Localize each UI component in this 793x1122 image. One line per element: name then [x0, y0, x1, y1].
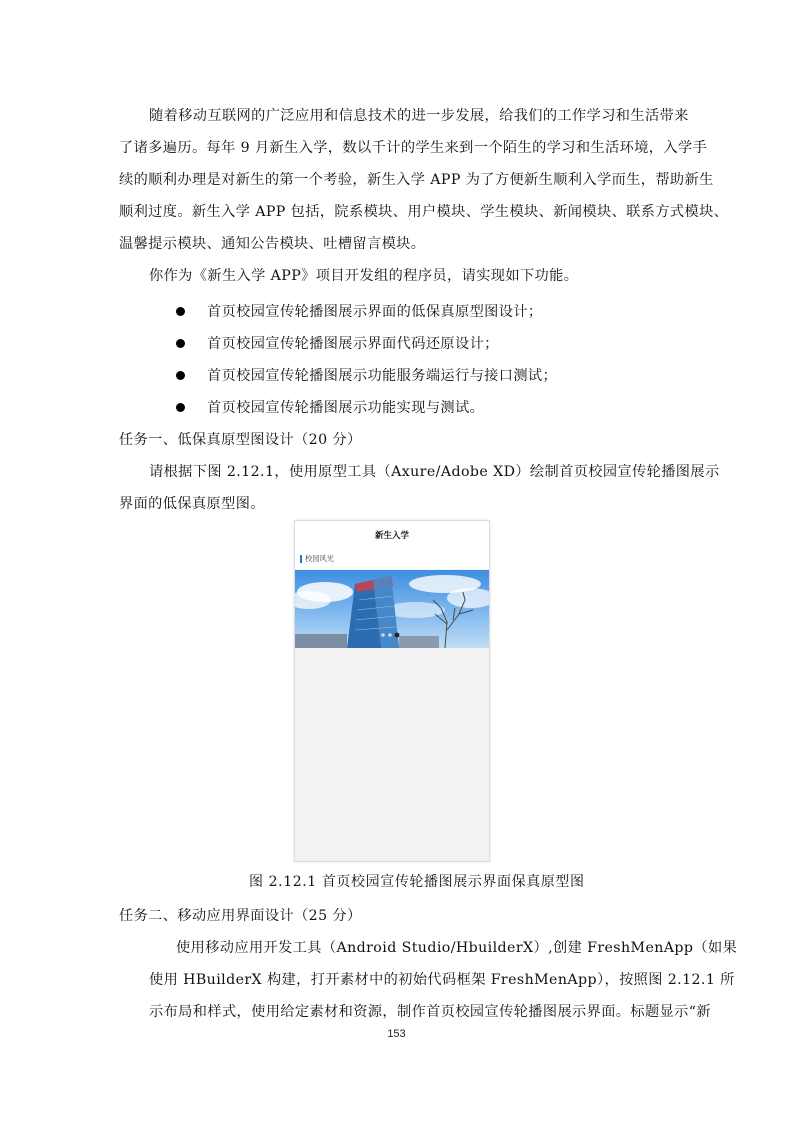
bullet-icon — [176, 307, 185, 316]
intro-line-5: 温馨提示模块、通知公告模块、吐槽留言模块。 — [119, 236, 426, 252]
carousel-dot-icon[interactable] — [388, 633, 392, 637]
section-label: 校园风光 — [305, 554, 334, 563]
app-title: 新生入学 — [374, 531, 409, 541]
task1-line-1: 请根据下图 2.12.1，使用原型工具（Axure/Adobe XD）绘制首页校园宣传轮播图展示 — [149, 464, 720, 480]
campus-photo — [295, 570, 489, 648]
intro-line-2: 了诸多遍历。每年 9 月新生入学，数以千计的学生来到一个陌生的学习和生活环境，入学手 — [119, 140, 708, 156]
bullet-icon — [176, 371, 185, 380]
bullet-text: 首页校园宣传轮播图展示功能实现与测试。 — [207, 400, 485, 416]
bullet-text: 首页校园宣传轮播图展示界面的低保真原型图设计； — [207, 304, 543, 320]
task2-line-2: 使用 HBuilderX 构建，打开素材中的初始代码框架 FreshMenApp），按照图 2.12.1 所 — [149, 972, 735, 988]
app-title-bar — [295, 521, 489, 549]
intro-line-1: 随着移动互联网的广泛应用和信息技术的进一步发展，给我们的工作学习和生活带来 — [149, 108, 689, 124]
carousel-dot-active-icon[interactable] — [395, 633, 400, 638]
task2-line-3: 示布局和样式，使用给定素材和资源，制作首页校园宣传轮播图展示界面。标题显示“新 — [149, 1004, 711, 1020]
section-marker-icon — [300, 555, 302, 563]
bullet-text: 首页校园宣传轮播图展示界面代码还原设计； — [207, 336, 499, 352]
intro-line-4: 顺利过度。新生入学 APP 包括，院系模块、用户模块、学生模块、新闻模块、联系方式模块、 — [119, 204, 729, 220]
task1-line-2: 界面的低保真原型图。 — [119, 496, 265, 512]
page-number: 153 — [387, 1028, 406, 1040]
figure-caption: 图 2.12.1 首页校园宣传轮播图展示界面保真原型图 — [249, 874, 585, 890]
section-header — [295, 549, 489, 569]
task2-heading: 任务二、移动应用界面设计（25 分） — [119, 908, 362, 924]
task2-line-1: 使用移动应用开发工具（Android Studio/HbuilderX）,创建 FreshMenApp（如果 — [176, 940, 738, 956]
carousel-dot-icon[interactable] — [381, 633, 385, 637]
bullet-text: 首页校园宣传轮播图展示功能服务端运行与接口测试； — [207, 368, 558, 384]
task-intro: 你作为《新生入学 APP》项目开发组的程序员，请实现如下功能。 — [149, 268, 579, 284]
task1-heading: 任务一、低保真原型图设计（20 分） — [119, 432, 362, 448]
app-prototype-figure — [294, 520, 490, 862]
bullet-icon — [176, 403, 185, 412]
bullet-icon — [176, 339, 185, 348]
intro-line-3: 续的顺利办理是对新生的第一个考验，新生入学 APP 为了方便新生顺利入学而生，帮助新生 — [119, 172, 714, 188]
campus-carousel[interactable] — [295, 570, 489, 648]
